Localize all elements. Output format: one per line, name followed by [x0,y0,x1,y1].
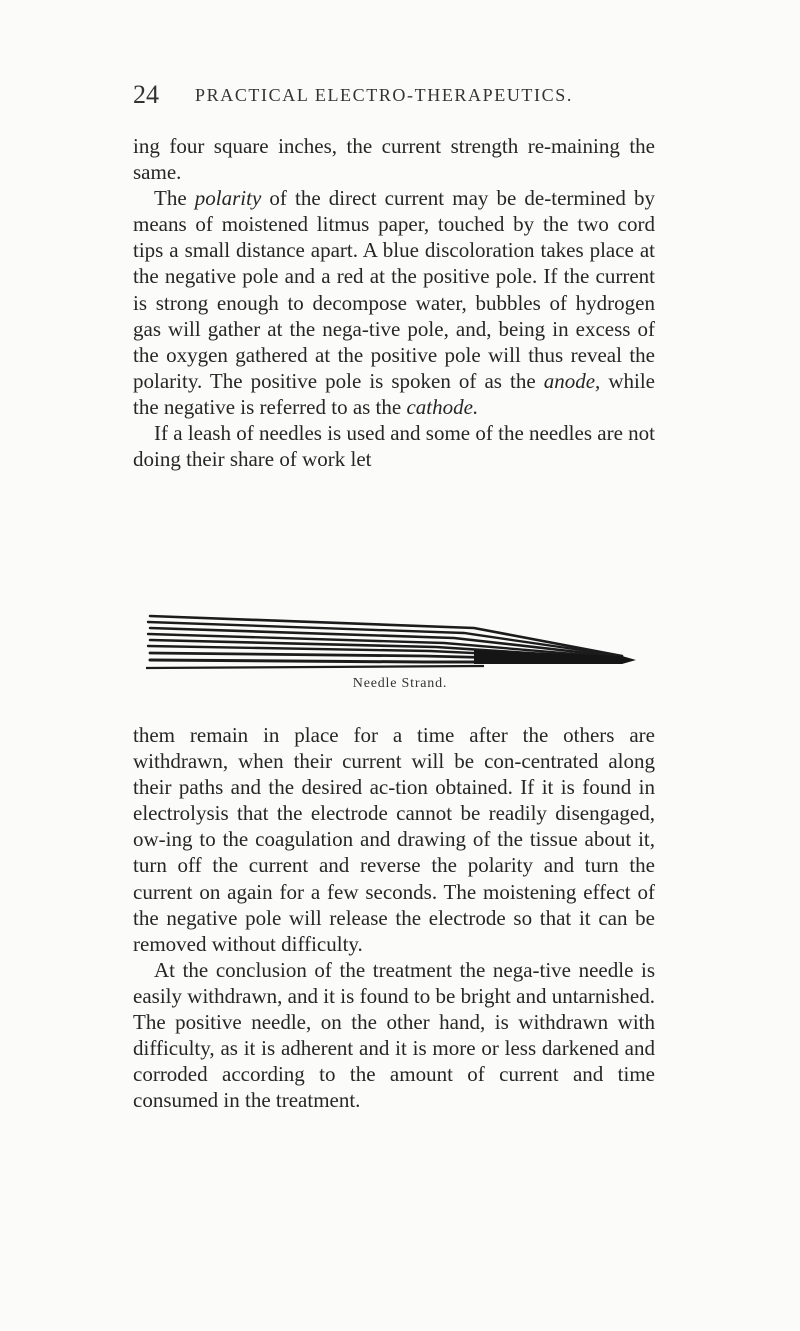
paragraph-polarity [133,185,655,420]
text-span: The [154,186,195,211]
paragraph-continued: ing four square inches, the current strength re-maining the same. [133,134,655,185]
text-block-lower [133,722,655,1113]
paragraph-conclusion: At the conclusion of the treatment the nega-tive needle is easily withdrawn, and it is found to be bright and untarnished. The positive needle, on the other hand, is withdrawn with difficulty, as it is adherent and it is more or less darkened and corroded according to the amount of current and time consumed in the treatment. [133,957,655,1113]
page-number: 24 [133,80,159,109]
term-polarity: polarity [194,186,262,211]
needle-strand-illustration [144,606,656,676]
text-span: of the direct current may be de-termined by means of moistened litmus paper, touched by the two cord tips a small distance apart. A blue discoloration takes place at the negative pole and a red at the positive pole. If the current is strong enough to decompose water, bubbles of hydrogen gas will gather at the nega-tive pole, and, being in excess of the oxygen gathered at the positive pole will thus reveal the polarity. The positive pole is spoken of as the [133,186,655,393]
paragraph-needles: If a leash of needles is used and some of the needles are not doing their share of work let [133,421,655,472]
running-head: PRACTICAL ELECTRO-THERAPEUTICS. [195,85,573,105]
text-block-upper [133,133,655,472]
figure-caption: Needle Strand. [352,676,448,691]
term-cathode: cathode. [406,394,479,419]
needle-strand-figure [144,606,656,694]
term-anode: anode, [543,368,601,393]
paragraph-electrolysis: them remain in place for a time after the others are withdrawn, when their current will be con-centrated along their paths and the desired ac-tion obtained. If it is found in electrolysis that the electrode cannot be readily disengaged, ow-ing to the coagulation and drawing of the tissue about it, turn off the current and reverse the polarity and turn the current on again for a few seconds. The moistening effect of the negative pole will release the electrode so that it can be removed without difficulty. [133,723,655,956]
text-span: while the negative is referred to as the [133,368,655,419]
page-header [133,80,653,110]
